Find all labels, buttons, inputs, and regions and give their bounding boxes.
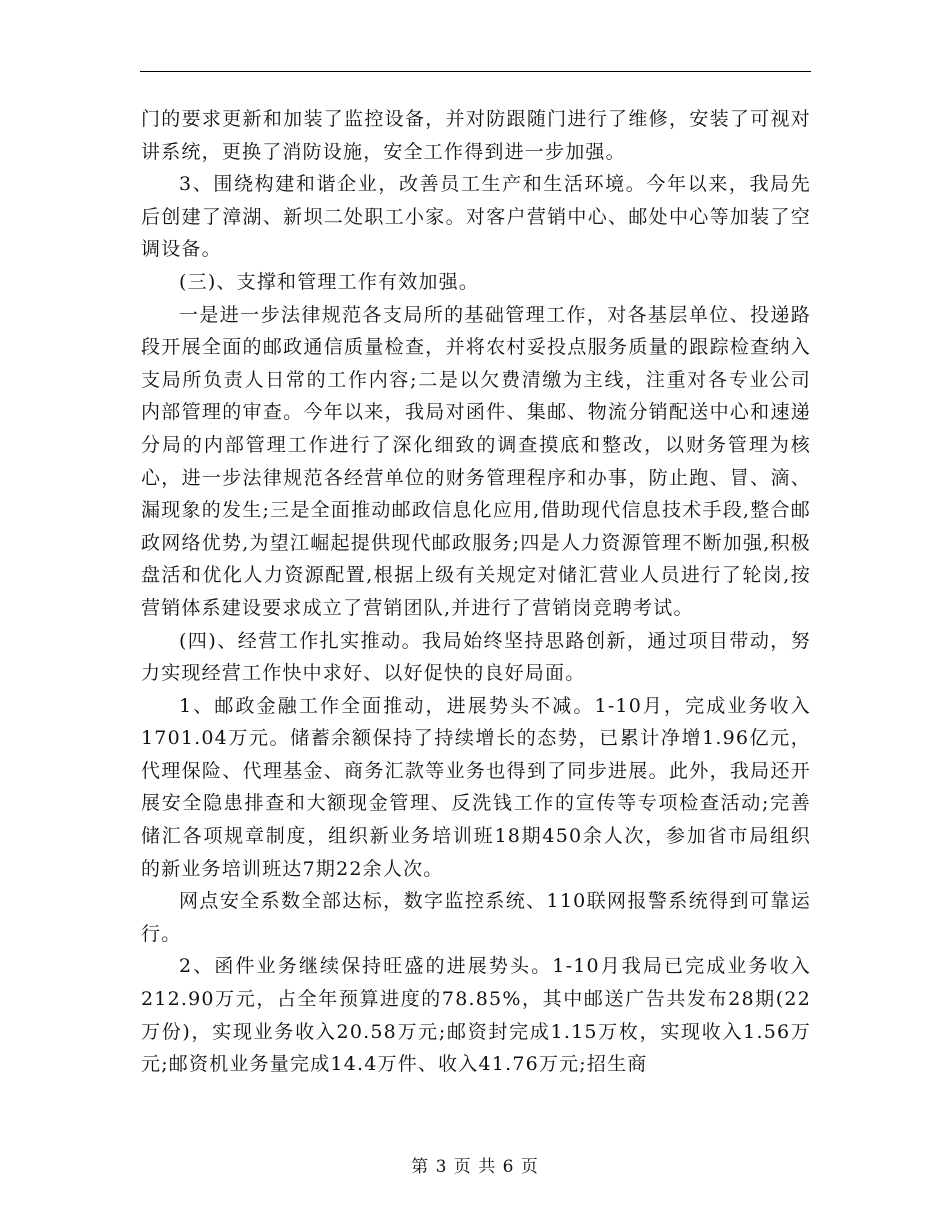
paragraph-item-2: 2、函件业务继续保持旺盛的进展势头。1-10月我局已完成业务收入212.90万元，占全年预算进度的78.85%，其中邮送广告共发布28期(22万份)，实现业务收入20.58万元;邮资封完成1.15万枚，实现收入1.56万元;邮资机业务量完成14.4万件、收入41.76万元;招生商	[141, 955, 811, 1076]
paragraph-safety: 网点安全系数全部达标，数字监控系统、110联网报警系统得到可靠运行。	[141, 890, 811, 945]
section-heading-4: (四)、经营工作扎实推动。我局始终坚持思路创新，通过项目带动，努力实现经营工作快中求好、以好促快的良好局面。	[141, 629, 811, 685]
paragraph-management: 一是进一步法律规范各支局所的基础管理工作，对各基层单位、投递路段开展全面的邮政通信质量检查，并将农村妥投点服务质量的跟踪检查纳入支局所负责人日常的工作内容;二是以欠费清缴为主线，注重对各专业公司内部管理的审查。今年以来，我局对函件、集邮、物流分销配送中心和速递分局的内部管理工作进行了深化细致的调查摸底和整改，以财务管理为核心，进一步法律规范各经营单位的财务管理程序和办事，防止跑、冒、滴、漏现象的发生;三是全面推动邮政信息化应用,借助现代信息技术手段,整合邮政网络优势,为望江崛起提供现代邮政服务;四是人力资源管理不断加强,积极盘活和优化人力资源配置,根据上级有关规定对储汇营业人员进行了轮岗,按营销体系建设要求成立了营销团队,并进行了营销岗竞聘考试。	[141, 303, 811, 619]
page-footer	[0, 1152, 950, 1177]
header-rule	[140, 71, 811, 72]
section-heading-3: (三)、支撑和管理工作有效加强。	[179, 270, 480, 293]
paragraph-item-1: 1、邮政金融工作全面推动，进展势头不减。1-10月，完成业务收入1701.04万元。储蓄余额保持了持续增长的态势，已累计净增1.96亿元，代理保险、代理基金、商务汇款等业务也得到了同步进展。此外，我局还开展安全隐患排查和大额现金管理、反洗钱工作的宣传等专项检查活动;完善储汇各项规章制度，组织新业务培训班18期450余人次，参加省市局组织的新业务培训班达7期22余人次。	[141, 694, 811, 880]
page-number: 第 3 页 共 6 页	[411, 1157, 539, 1177]
document-body	[141, 103, 811, 1081]
paragraph-continuation: 门的要求更新和加装了监控设备，并对防跟随门进行了维修，安装了可视对讲系统，更换了消防设施，安全工作得到进一步加强。	[141, 108, 811, 163]
paragraph-item-3: 3、围绕构建和谐企业，改善员工生产和生活环境。今年以来，我局先后创建了漳湖、新坝二处职工小家。对客户营销中心、邮处中心等加装了空调设备。	[141, 173, 811, 261]
